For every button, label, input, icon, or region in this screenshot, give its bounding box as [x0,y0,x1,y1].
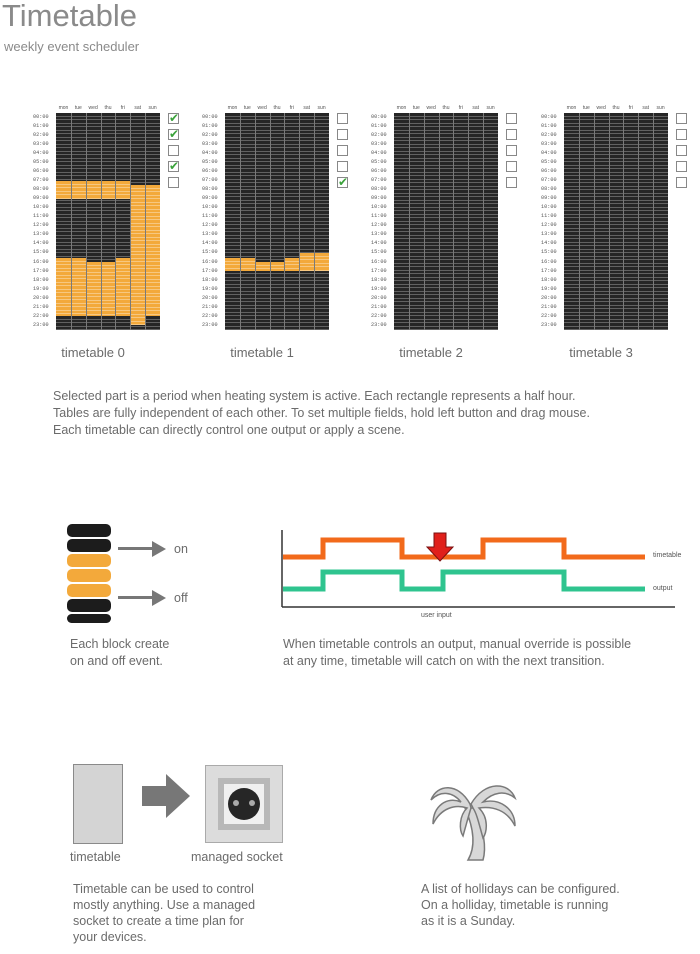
day-column-fri[interactable] [115,113,130,330]
socket-timetable-label: timetable [70,850,121,864]
day-header [394,104,498,112]
timetable-signal [283,540,645,557]
active-period[interactable] [256,262,270,271]
hour-label: 18:00 [371,276,387,283]
hour-label: 13:00 [371,231,387,238]
hour-labels [202,113,224,330]
day-column-thu[interactable] [101,113,116,330]
on-slot [67,584,111,597]
hour-label: 18:00 [202,276,218,283]
hour-label: 08:00 [541,186,557,193]
active-period[interactable] [102,262,116,316]
hour-label: 13:00 [202,231,218,238]
day-column-sat[interactable] [299,113,314,330]
hour-label: 07:00 [541,177,557,184]
day-column-tue[interactable] [71,113,86,330]
hour-label: 18:00 [541,276,557,283]
day-label: wed [596,105,606,111]
hour-label: 20:00 [202,294,218,301]
hour-label: 07:00 [202,177,218,184]
hour-label: 11:00 [202,213,218,220]
day-column-sun[interactable] [314,113,329,330]
day-column-wed[interactable] [86,113,101,330]
hour-label: 14:00 [202,240,218,247]
timetable-label: timetable 0 [61,345,125,360]
managed-socket-label: managed socket [191,850,283,864]
hour-label: 16:00 [371,258,387,265]
hour-label: 02:00 [33,132,49,139]
hour-label: 01:00 [541,123,557,130]
off-slot [67,599,111,612]
output-checkbox-row [168,129,192,145]
hour-label: 16:00 [541,258,557,265]
hour-label: 13:00 [33,231,49,238]
checkbox-icon[interactable] [168,145,179,156]
block-caption-1: Each block create [70,637,170,651]
hour-label: 08:00 [202,186,218,193]
hour-label: 04:00 [371,150,387,157]
block-caption-2: on and off event. [70,654,163,668]
day-column-mon[interactable] [564,113,579,330]
day-label: thu [612,105,620,111]
hour-labels [541,113,563,330]
day-label: wed [426,105,436,111]
hour-label: 21:00 [33,303,49,310]
active-period[interactable] [56,258,71,317]
hour-label: 17:00 [371,267,387,274]
timetable-1 [202,104,362,344]
hour-label: 21:00 [202,303,218,310]
output-checkbox-row [168,161,192,177]
hour-label: 20:00 [371,294,387,301]
active-period[interactable] [116,258,130,317]
hour-label: 19:00 [541,285,557,292]
hour-label: 15:00 [33,249,49,256]
day-column-mon[interactable] [56,113,71,330]
day-column-sun[interactable] [483,113,498,330]
arrow-on-icon [152,541,166,557]
description-line-3: Each timetable can directly control one output or apply a scene. [53,423,405,437]
timetable-3 [541,104,700,344]
socket-caption-4: your devices. [73,930,147,944]
output-checkboxes [168,113,192,193]
socket-icon [205,765,283,843]
day-header [225,104,329,112]
off-slot [67,539,111,552]
hour-label: 08:00 [33,186,49,193]
hour-label: 07:00 [371,177,387,184]
timetable-2 [371,104,531,344]
palm-tree-icon [423,776,533,866]
hour-label: 16:00 [33,258,49,265]
hour-label: 14:00 [33,240,49,247]
day-label: mon [58,105,69,111]
output-checkbox-row [337,129,361,145]
day-header [56,104,160,112]
hour-label: 03:00 [202,141,218,148]
on-label: on [174,542,188,556]
on-slot [67,554,111,567]
hour-label: 15:00 [371,249,387,256]
arrow-off-icon [152,590,166,606]
output-checkboxes [337,113,361,193]
checkbox-icon[interactable] [506,177,517,188]
day-column-sat[interactable] [638,113,653,330]
hour-label: 06:00 [202,168,218,175]
checkbox-checked-icon[interactable] [168,161,179,172]
hour-label: 17:00 [541,267,557,274]
hour-label: 08:00 [371,186,387,193]
day-label: sat [472,105,480,111]
override-caption-2: at any time, timetable will catch on with the next transition. [283,654,605,668]
hour-label: 02:00 [371,132,387,139]
hour-label: 11:00 [371,213,387,220]
output-checkbox-row [676,129,700,145]
day-label: mon [566,105,577,111]
hour-labels [371,113,393,330]
hour-label: 05:00 [371,159,387,166]
checkbox-icon[interactable] [337,129,348,140]
day-label: fri [120,105,125,111]
day-label: tue [243,105,251,111]
day-column-sat[interactable] [468,113,483,330]
hour-label: 05:00 [541,159,557,166]
checkbox-checked-icon[interactable] [168,129,179,140]
schedule-grid[interactable] [564,113,668,330]
hour-label: 01:00 [33,123,49,130]
holiday-caption-3: as it is a Sunday. [421,914,516,928]
timetable-label: timetable 3 [569,345,633,360]
hour-label: 20:00 [541,294,557,301]
day-column-fri[interactable] [623,113,638,330]
output-signal-label: output [653,585,673,592]
output-checkbox-row [676,145,700,161]
output-checkbox-row [337,113,361,129]
day-column-fri[interactable] [453,113,468,330]
day-column-wed[interactable] [424,113,439,330]
day-label: fri [458,105,463,111]
hour-label: 11:00 [541,213,557,220]
hour-label: 09:00 [202,195,218,202]
day-label: sat [303,105,311,111]
day-column-mon[interactable] [394,113,409,330]
day-label: thu [442,105,450,111]
output-checkbox-row [506,161,530,177]
day-label: sat [642,105,650,111]
checkbox-icon[interactable] [337,113,348,124]
hour-label: 02:00 [202,132,218,139]
day-label: sun [317,105,326,111]
day-label: wed [88,105,98,111]
schedule-grid[interactable] [225,113,329,330]
output-checkbox-row [506,145,530,161]
checkbox-icon[interactable] [506,113,517,124]
off-slot [67,524,111,537]
timetable-device-icon [73,764,123,844]
day-column-tue[interactable] [409,113,424,330]
checkbox-icon[interactable] [676,113,687,124]
day-label: thu [104,105,112,111]
schedule-grid[interactable] [56,113,160,330]
checkbox-icon[interactable] [168,177,179,188]
hour-label: 14:00 [371,240,387,247]
hour-label: 22:00 [202,312,218,319]
checkbox-icon[interactable] [506,129,517,140]
override-caption-1: When timetable controls an output, manual override is possible [283,637,632,651]
output-checkbox-row [676,161,700,177]
day-label: sun [656,105,665,111]
active-period[interactable] [102,181,116,199]
off-slot [67,614,111,623]
hour-label: 22:00 [541,312,557,319]
output-checkbox-row [506,177,530,193]
hour-label: 05:00 [202,159,218,166]
output-checkbox-row [506,129,530,145]
output-checkbox-row [506,113,530,129]
description-line-2: Tables are fully independent of each other. To set multiple fields, hold left button and drag mouse. [53,406,590,420]
active-period[interactable] [87,262,101,316]
hour-label: 12:00 [371,222,387,229]
arrow-on-line [118,547,154,550]
day-column-wed[interactable] [594,113,609,330]
hour-label: 17:00 [33,267,49,274]
day-header [564,104,668,112]
hour-label: 12:00 [202,222,218,229]
socket-caption-3: socket to create a time plan for [73,914,244,928]
hour-label: 21:00 [371,303,387,310]
output-checkbox-row [676,177,700,193]
hour-labels [33,113,55,330]
active-period[interactable] [72,181,86,199]
active-period[interactable] [241,258,255,272]
output-checkboxes [506,113,530,193]
hour-label: 22:00 [33,312,49,319]
hour-label: 04:00 [33,150,49,157]
day-column-wed[interactable] [255,113,270,330]
hour-label: 17:00 [202,267,218,274]
output-checkboxes [676,113,700,193]
checkbox-icon[interactable] [676,129,687,140]
hour-label: 23:00 [541,321,557,328]
socket-caption-2: mostly anything. Use a managed [73,898,256,912]
on-slot [67,569,111,582]
checkbox-icon[interactable] [337,145,348,156]
timetable-label: timetable 1 [230,345,294,360]
hour-label: 04:00 [202,150,218,157]
active-period[interactable] [285,258,299,272]
day-column-sat[interactable] [130,113,145,330]
timetable-signal-label: timetable [653,552,682,559]
active-period[interactable] [87,181,101,199]
day-label: fri [628,105,633,111]
hour-label: 20:00 [33,294,49,301]
day-label: sun [148,105,157,111]
hour-label: 03:00 [541,141,557,148]
hour-label: 15:00 [541,249,557,256]
hour-label: 00:00 [371,114,387,120]
hour-label: 09:00 [371,195,387,202]
day-column-thu[interactable] [439,113,454,330]
arrow-off-line [118,596,154,599]
day-label: thu [273,105,281,111]
hour-label: 12:00 [541,222,557,229]
hour-label: 01:00 [202,123,218,130]
checkbox-icon[interactable] [506,161,517,172]
description-line-1: Selected part is a period when heating system is active. Each rectangle represents a half hour. [53,389,576,403]
day-label: sat [134,105,142,111]
hour-label: 23:00 [371,321,387,328]
hour-label: 19:00 [33,285,49,292]
checkbox-icon[interactable] [506,145,517,156]
output-signal [283,572,645,589]
hour-label: 00:00 [541,114,557,120]
hour-label: 07:00 [33,177,49,184]
hour-label: 19:00 [202,285,218,292]
active-period[interactable] [300,253,314,271]
checkbox-icon[interactable] [676,161,687,172]
timetable-label: timetable 2 [399,345,463,360]
hour-label: 00:00 [33,114,49,120]
hour-label: 10:00 [371,204,387,211]
hour-label: 23:00 [202,321,218,328]
day-column-thu[interactable] [609,113,624,330]
timetable-0 [33,104,193,344]
checkbox-checked-icon[interactable] [168,113,179,124]
user-input-label: user input [421,612,452,619]
day-column-thu[interactable] [270,113,285,330]
override-diagram [280,525,700,625]
hour-label: 10:00 [33,204,49,211]
off-label: off [174,591,188,605]
day-label: wed [257,105,267,111]
day-column-sun[interactable] [653,113,668,330]
checkbox-checked-icon[interactable] [337,177,348,188]
hour-label: 06:00 [541,168,557,175]
hour-label: 06:00 [371,168,387,175]
checkbox-icon[interactable] [337,161,348,172]
day-label: mon [227,105,238,111]
hour-label: 05:00 [33,159,49,166]
active-period[interactable] [315,253,329,271]
day-column-sun[interactable] [145,113,160,330]
hour-label: 03:00 [33,141,49,148]
active-period[interactable] [225,258,240,272]
arrow-right-icon [140,770,192,822]
hour-label: 10:00 [541,204,557,211]
hour-label: 09:00 [541,195,557,202]
hour-label: 18:00 [33,276,49,283]
day-column-tue[interactable] [579,113,594,330]
day-label: sun [486,105,495,111]
active-period[interactable] [131,185,145,325]
hour-label: 04:00 [541,150,557,157]
checkbox-icon[interactable] [676,177,687,188]
day-label: mon [396,105,407,111]
hour-label: 11:00 [33,213,49,220]
day-label: fri [289,105,294,111]
day-label: tue [582,105,590,111]
schedule-grid[interactable] [394,113,498,330]
day-label: tue [412,105,420,111]
hour-label: 13:00 [541,231,557,238]
hour-label: 01:00 [371,123,387,130]
hour-label: 15:00 [202,249,218,256]
output-checkbox-row [337,177,361,193]
hour-label: 23:00 [33,321,49,328]
holiday-caption-1: A list of hollidays can be configured. [421,882,620,896]
page-title: Timetable [2,0,137,33]
hour-label: 14:00 [541,240,557,247]
socket-caption-1: Timetable can be used to control [73,882,254,896]
holiday-caption-2: On a holliday, timetable is running [421,898,609,912]
active-period[interactable] [56,181,71,199]
hour-label: 16:00 [202,258,218,265]
checkbox-icon[interactable] [676,145,687,156]
day-column-mon[interactable] [225,113,240,330]
active-period[interactable] [146,185,160,316]
day-column-fri[interactable] [284,113,299,330]
hour-label: 09:00 [33,195,49,202]
hour-label: 02:00 [541,132,557,139]
day-label: tue [74,105,82,111]
hour-label: 06:00 [33,168,49,175]
hour-label: 10:00 [202,204,218,211]
active-period[interactable] [271,262,285,271]
active-period[interactable] [72,258,86,317]
day-column-tue[interactable] [240,113,255,330]
output-checkbox-row [168,177,192,193]
output-checkbox-row [337,145,361,161]
hour-label: 03:00 [371,141,387,148]
active-period[interactable] [116,181,130,199]
output-checkbox-row [676,113,700,129]
page-subtitle: weekly event scheduler [4,39,140,54]
hour-label: 12:00 [33,222,49,229]
hour-label: 21:00 [541,303,557,310]
hour-label: 22:00 [371,312,387,319]
hour-label: 19:00 [371,285,387,292]
hour-label: 00:00 [202,114,218,120]
